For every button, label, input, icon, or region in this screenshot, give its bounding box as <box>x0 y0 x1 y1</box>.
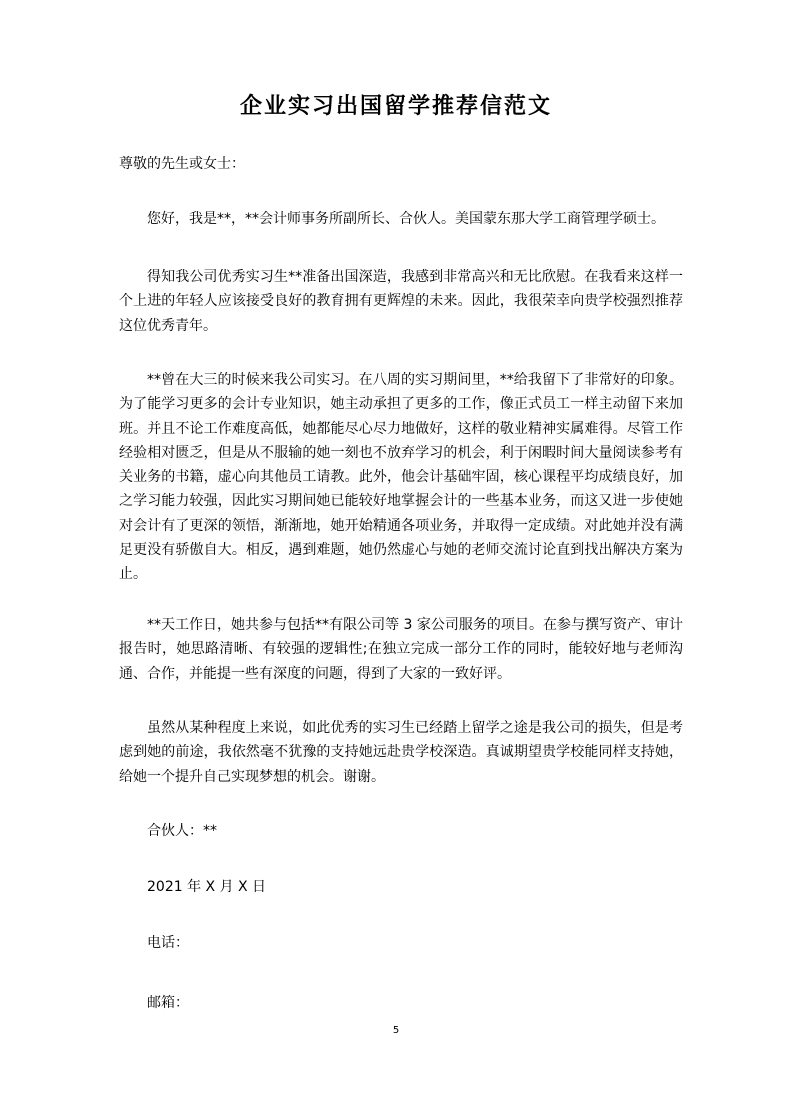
paragraph-closing: 虽然从某种程度上来说，如此优秀的实习生已经踏上留学之途是我公司的损失，但是考虑到她的前途，我依然毫不犹豫的支持她远赴贵学校深造。真诚期望贵学校能同样支持她，给她一个提升自己实现梦想的机会。谢谢。 <box>119 720 683 785</box>
paragraph-introduction: 您好，我是**，**会计师事务所副所长、合伙人。美国蒙东那大学工商管理学硕士。 <box>147 211 665 227</box>
paragraph-recommendation: 得知我公司优秀实习生**准备出国深造，我感到非常高兴和无比欣慰。在我看来这样一个上进的年轻人应该接受良好的教育拥有更辉煌的未来。因此，我很荣幸向贵学校强烈推荐这位优秀青年。 <box>119 269 683 334</box>
signature-date: 2021 年 X 月 X 日 <box>147 879 267 895</box>
paragraph-internship-performance: **曾在大三的时候来我公司实习。在八周的实习期间里，**给我留下了非常好的印象。为了能学习更多的会计专业知识，她主动承担了更多的工作，像正式员工一样主动留下来加班。并且不论工作难度高低，她都能尽心尽力地做好，这样的敬业精神实属难得。尽管工作经验相对匮乏，但是从不服输的她一刻也不放弃学习的机会，利于闲暇时间大量阅读参考有关业务的书籍，虚心向其他员工请教。此外，他会计基础牢固，核心课程平均成绩良好，加之学习能力较强，因此实习期间她已能较好地掌握会计的一些基本业务，而这又进一步使她对会计有了更深的领悟，渐渐地，她开始精通各项业务，并取得一定成绩。对此她并没有满足更没有骄傲自大。相反，遇到难题，她仍然虚心与她的老师交流讨论直到找出解决方案为止。 <box>119 372 683 583</box>
paragraph-project-work: **天工作日，她共参与包括**有限公司等 3 家公司服务的项目。在参与撰写资产、审计报告时，她思路清晰、有较强的逻辑性;在独立完成一部分工作的同时，能较好地与老师沟通、合作，并能提一些有深度的问题，得到了大家的一致好评。 <box>119 617 683 682</box>
page-number: 5 <box>392 1025 400 1036</box>
salutation: 尊敬的先生或女士： <box>119 156 245 172</box>
page-title: 企业实习出国留学推荐信范文 <box>239 94 552 119</box>
signature-partner: 合伙人：** <box>147 823 217 839</box>
signature-phone: 电话： <box>147 935 189 951</box>
signature-email: 邮箱： <box>147 995 189 1011</box>
